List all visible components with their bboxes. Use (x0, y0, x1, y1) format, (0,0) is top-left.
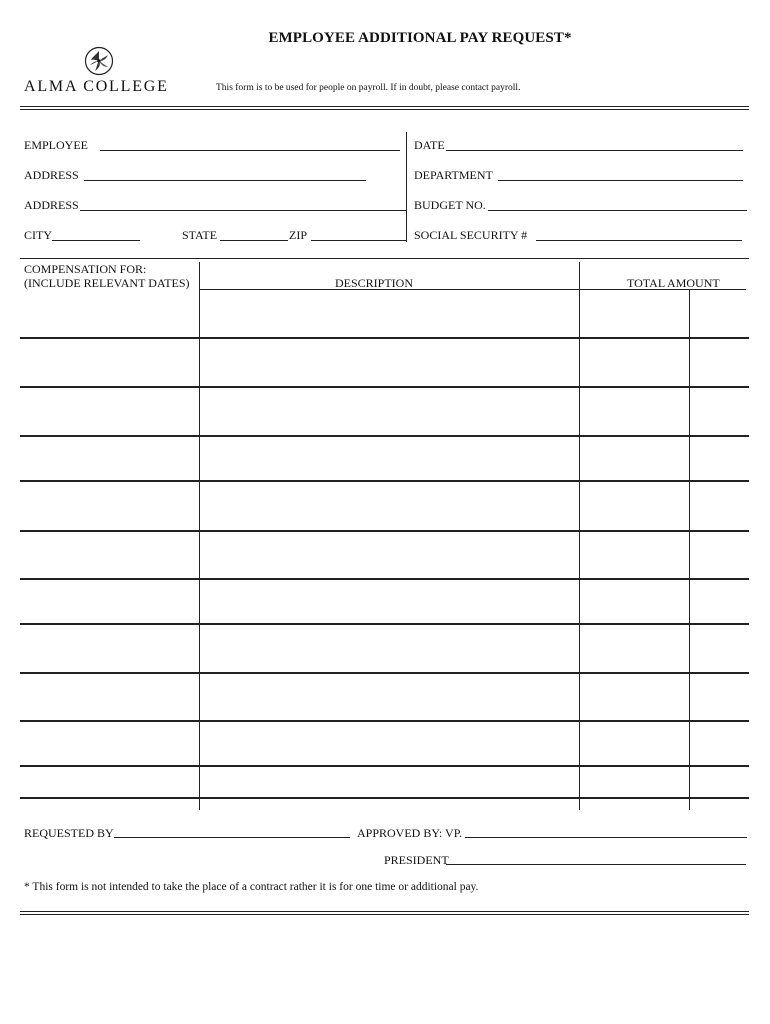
date-label: DATE (414, 138, 445, 152)
table-row-separator (20, 480, 749, 482)
table-row-separator (20, 530, 749, 532)
column-divider-2 (579, 262, 580, 810)
address1-label: ADDRESS (24, 168, 79, 182)
table-row-separator (20, 672, 749, 674)
column-divider-1 (199, 262, 200, 810)
approved-by-label: APPROVED BY: VP. (357, 826, 463, 840)
requested-by-field[interactable] (114, 837, 350, 838)
compensation-header-line1: COMPENSATION FOR: (24, 262, 147, 276)
table-row-separator (20, 578, 749, 580)
budget-no-label: BUDGET NO. (414, 198, 486, 212)
table-row-separator (20, 386, 749, 388)
table-row-separator (20, 435, 749, 437)
form-title: EMPLOYEE ADDITIONAL PAY REQUEST* (268, 30, 572, 46)
state-field[interactable] (220, 240, 288, 241)
table-bottom-rule (20, 797, 749, 799)
address1-field[interactable] (84, 180, 366, 181)
president-label: PRESIDENT (384, 853, 449, 867)
column-divider-3 (689, 290, 690, 810)
footnote: * This form is not intended to take the place of a contract rather it is for one time or additional pay. (24, 881, 479, 893)
payroll-note: This form is to be used for people on payroll. If in doubt, please contact payroll. (216, 83, 521, 93)
header-underline (200, 289, 746, 290)
address2-field[interactable] (80, 210, 406, 211)
city-label: CITY (24, 228, 52, 242)
zip-field[interactable] (311, 240, 406, 241)
ssn-label: SOCIAL SECURITY # (414, 228, 528, 242)
employee-label: EMPLOYEE (24, 138, 88, 152)
budget-no-field[interactable] (488, 210, 747, 211)
ssn-field[interactable] (536, 240, 742, 241)
table-row-separator (20, 720, 749, 722)
department-field[interactable] (498, 180, 743, 181)
president-field[interactable] (446, 864, 746, 865)
state-label: STATE (182, 228, 218, 242)
header-rule-top (20, 106, 749, 107)
table-row-separator (20, 337, 749, 339)
total-amount-header: TOTAL AMOUNT (627, 276, 720, 290)
footer-rule-bottom (20, 914, 749, 915)
header-rule-bottom (20, 109, 749, 110)
employee-field[interactable] (100, 150, 400, 151)
compensation-header-line2: (INCLUDE RELEVANT DATES) (24, 276, 190, 290)
college-name: ALMA COLLEGE (24, 78, 169, 95)
date-field[interactable] (446, 150, 743, 151)
table-top-rule (20, 258, 749, 259)
alma-college-seal-icon (84, 46, 114, 76)
city-field[interactable] (52, 240, 140, 241)
table-row-separator (20, 765, 749, 767)
table-row-separator (20, 623, 749, 625)
address2-label: ADDRESS (24, 198, 79, 212)
approved-by-field[interactable] (465, 837, 747, 838)
requested-by-label: REQUESTED BY (24, 826, 114, 840)
department-label: DEPARTMENT (414, 168, 493, 182)
info-divider (406, 132, 407, 242)
footer-rule-top (20, 911, 749, 912)
description-header: DESCRIPTION (335, 276, 414, 290)
zip-label: ZIP (289, 228, 307, 242)
